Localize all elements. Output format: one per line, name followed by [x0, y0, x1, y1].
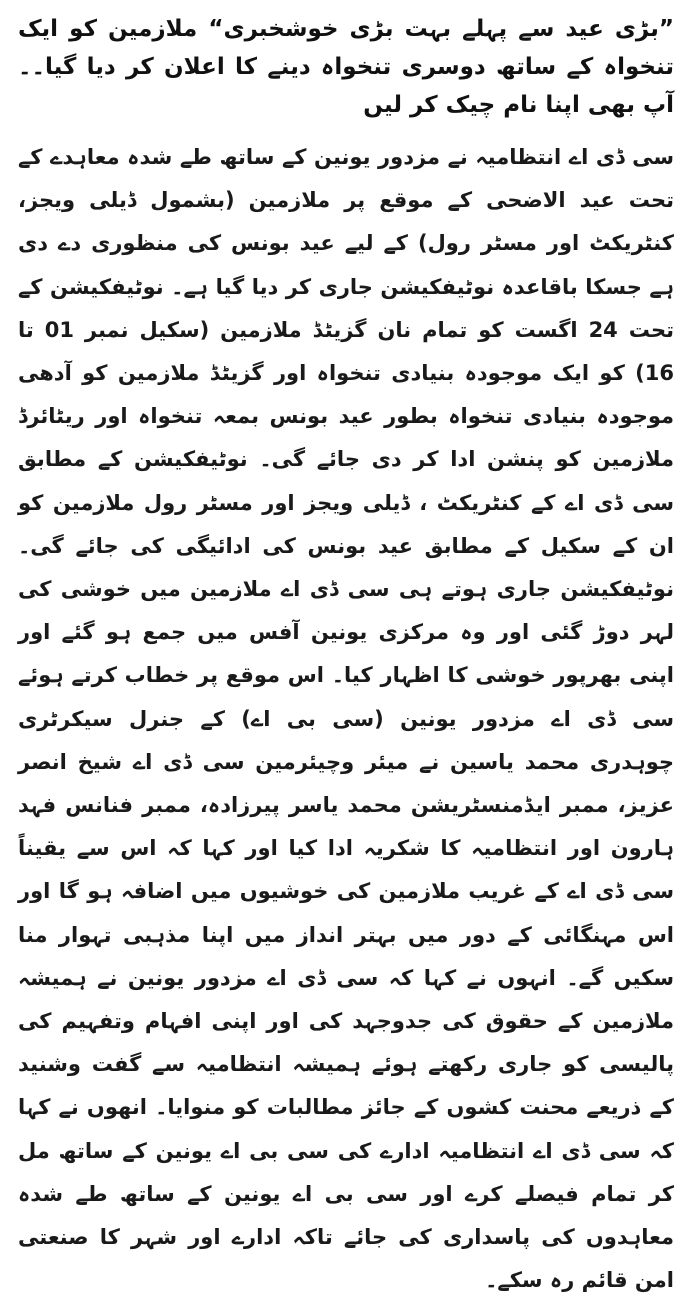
article-body: سی ڈی اے انتظامیہ نے مزدور یونین کے ساتھ طے شدہ معاہدے کے تحت عید الاضحی کے موقع پر ملازمین (بشمول ڈیلی ویجز، کنٹریکٹ اور مسٹر رول) کے لیے عید بونس کی منظوری دے دی ہے جسکا باقاعدہ نوٹیفکیشن جاری کر دیا گیا ہے۔ نوٹیفکیشن کے تحت 24 اگست کو تمام نان گزیٹڈ ملازمین (سکیل نمبر 01 تا 16) کو ایک موجودہ بنیادی تنخواہ اور گزیٹڈ ملازمین کو آدھی موجودہ بنیادی تنخواہ بطور عید بونس بمعہ تنخواہ اور ریٹائرڈ ملازمین کو پنشن ادا کر دی جائے گی۔ نوٹیفکیشن کے مطابق سی ڈی اے کے کنٹریکٹ ، ڈیلی ویجز اور مسٹر رول ملازمین کو ان کے سکیل کے مطابق عید بونس کی ادائیگی کی جائے گی۔ نوٹیفکیشن جاری ہوتے ہی سی ڈی اے ملازمین میں خوشی کی لہر دوڑ گئی اور وہ مرکزی یونین آفس میں جمع ہو گئے اور اپنی بھرپور خوشی کا اظہار کیا۔ اس موقع پر خطاب کرتے ہوئے سی ڈی اے مزدور یونین (سی بی اے) کے جنرل سیکرٹری چوہدری محمد یاسین نے میئر وچیئرمین سی ڈی اے شیخ انصر عزیز، ممبر ایڈمنسٹریشن محمد یاسر پیرزادہ، ممبر فنانس فہد ہارون اور انتظامیہ کا شکریہ ادا کیا اور کہا کہ اس سے یقیناً سی ڈی اے کے غریب ملازمین کی خوشیوں میں اضافہ ہو گا اور اس مہنگائی کے دور میں بہتر انداز میں اپنا مذہبی تہوار منا سکیں گے۔ انہوں نے کہا کہ سی ڈی اے مزدور یونین نے ہمیشہ ملازمین کے حقوق کی جدوجہد کی اور اپنی افہام وتفہیم کی پالیسی کو جاری رکھتے ہوئے ہمیشہ انتظامیہ سے گفت وشنید کے ذریعے محنت کشوں کے جائز مطالبات کو منوایا۔ انھوں نے کہا کہ سی ڈی اے انتظامیہ ادارے کی سی بی اے یونین کے ساتھ مل کر تمام فیصلے کرے اور سی بی اے یونین کے ساتھ طے شدہ معاہدوں کی پاسداری کی جائے تاکہ ادارے اور شہر کا صنعتی امن قائم رہ سکے۔: [18, 145, 674, 1293]
article-headline: ”بڑی عید سے پہلے بہت بڑی خوشخبری“ ملازمین کو ایک تنخواہ کے ساتھ دوسری تنخواہ دینے کا اعلان کر دیا گیا۔۔ آپ بھی اپنا نام چیک کر لیں: [18, 16, 674, 118]
